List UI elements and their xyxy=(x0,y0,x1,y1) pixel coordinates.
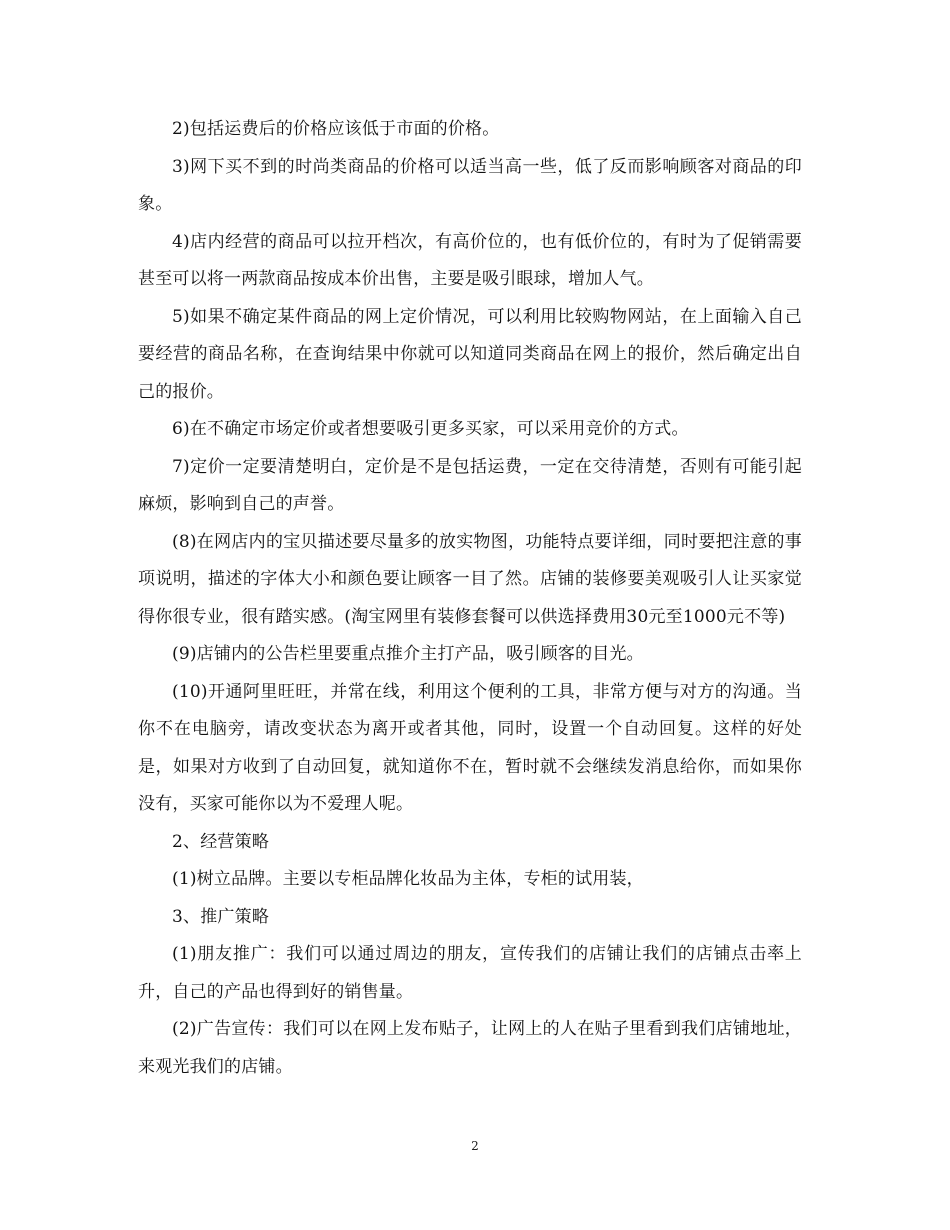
document-body xyxy=(138,111,802,1086)
paragraph-bulletin-board: (9)店铺内的公告栏里要重点推介主打产品，吸引顾客的目光。 xyxy=(172,644,644,664)
paragraph-item-description: (8)在网店内的宝贝描述要尽量多的放实物图，功能特点要详细，同时要把注意的事项说明，描述的字体大小和颜色要让顾客一目了然。店铺的装修要美观吸引人让买家觉得你很专业，很有踏实感。(淘宝网里有装修套餐可以供选择费用30元至1000元不等) xyxy=(138,531,802,627)
heading-business-strategy: 2、经营策略 xyxy=(172,831,270,852)
paragraph-pricing-fashion: 3)网下买不到的时尚类商品的价格可以适当高一些，低了反而影响顾客对商品的印象。 xyxy=(138,156,802,214)
page-number: 2 xyxy=(471,1139,479,1153)
paragraph-pricing-tiers: 4)店内经营的商品可以拉开档次，有高价位的，也有低价位的，有时为了促销需要甚至可以将一两款商品按成本价出售，主要是吸引眼球，增加人气。 xyxy=(138,231,802,289)
heading-promotion-strategy: 3、推广策略 xyxy=(172,906,270,927)
paragraph-friend-promotion: (1)朋友推广：我们可以通过周边的朋友，宣传我们的店铺让我们的店铺点击率上升，自己的产品也得到好的销售量。 xyxy=(138,944,802,1002)
paragraph-ad-promotion: (2)广告宣传：我们可以在网上发布贴子，让网上的人在贴子里看到我们店铺地址，来观光我们的店铺。 xyxy=(138,1019,802,1077)
paragraph-aliwangwang: (10)开通阿里旺旺，并常在线，利用这个便利的工具，非常方便与对方的沟通。当你不在电脑旁，请改变状态为离开或者其他，同时，设置一个自动回复。这样的好处是，如果对方收到了自动回复，就知道你不在，暂时就不会继续发消息给你，而如果你没有，买家可能你以为不爱理人呢。 xyxy=(138,681,802,814)
paragraph-brand-building: (1)树立品牌。主要以专柜品牌化妆品为主体，专柜的试用装， xyxy=(172,869,644,889)
paragraph-pricing-auction: 6)在不确定市场定价或者想要吸引更多买家，可以采用竞价的方式。 xyxy=(172,419,689,439)
paragraph-pricing-shipping: 2)包括运费后的价格应该低于市面的价格。 xyxy=(172,119,500,139)
paragraph-pricing-clarity: 7)定价一定要清楚明白，定价是不是包括运费，一定在交待清楚，否则有可能引起麻烦，影响到自己的声誉。 xyxy=(138,456,802,514)
paragraph-pricing-comparison: 5)如果不确定某件商品的网上定价情况，可以利用比较购物网站，在上面输入自己要经营的商品名称，在查询结果中你就可以知道同类商品在网上的报价，然后确定出自己的报价。 xyxy=(138,306,802,402)
